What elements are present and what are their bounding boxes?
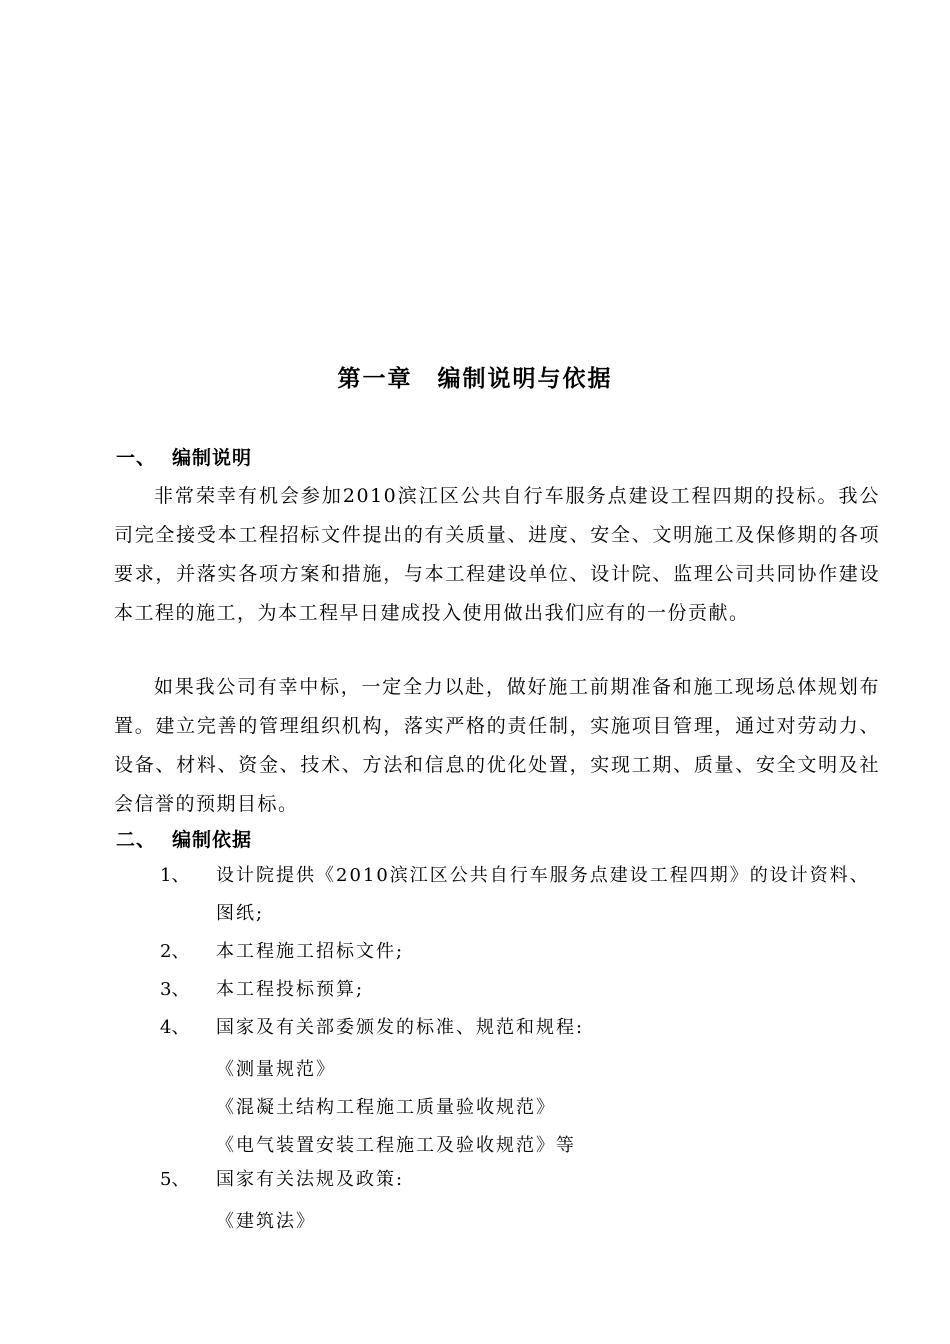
list-item-number: 5、 bbox=[160, 1169, 190, 1190]
section-title: 编制说明 bbox=[172, 447, 253, 469]
list-item-number: 3、 bbox=[160, 979, 190, 1000]
list-item-number: 1、 bbox=[160, 865, 190, 886]
list-item-text: 本工程投标预算; bbox=[216, 979, 365, 1000]
section-number: 二、 bbox=[116, 829, 157, 851]
section-heading-2 bbox=[116, 825, 252, 852]
list-item-number: 4、 bbox=[160, 1017, 190, 1038]
section-heading-1 bbox=[116, 443, 252, 470]
list-item-text: 国家及有关部委颁发的标准、规范和规程: bbox=[216, 1017, 585, 1038]
list-item-text: 国家有关法规及政策: bbox=[216, 1169, 405, 1190]
law-reference: 《建筑法》 bbox=[216, 1211, 316, 1232]
list-item-number: 2、 bbox=[160, 941, 190, 962]
standard-reference: 《电气装置安装工程施工及验收规范》等 bbox=[216, 1135, 576, 1156]
section-title: 编制依据 bbox=[172, 829, 253, 851]
list-item-text: 设计院提供《2010滨江区公共自行车服务点建设工程四期》的设计资料、图纸; bbox=[216, 865, 870, 924]
standard-reference: 《测量规范》 bbox=[216, 1059, 336, 1080]
paragraph: 非常荣幸有机会参加2010滨江区公共自行车服务点建设工程四期的投标。我公司完全接受本工程招标文件提出的有关质量、进度、安全、文明施工及保修期的各项要求，并落实各项方案和措施，与本工程建设单位、设计院、监理公司共同协作建设本工程的施工，为本工程早日建成投入使用做出我们应有的一份贡献。 bbox=[114, 485, 880, 624]
list-item-text: 本工程施工招标文件; bbox=[216, 941, 405, 962]
section-number: 一、 bbox=[116, 447, 157, 469]
paragraph: 如果我公司有幸中标，一定全力以赴，做好施工前期准备和施工现场总体规划布置。建立完善的管理组织机构，落实严格的责任制，实施项目管理，通过对劳动力、设备、材料、资金、技术、方法和信息的优化处置，实现工期、质量、安全文明及社会信誉的预期目标。 bbox=[114, 676, 880, 815]
standard-reference: 《混凝土结构工程施工质量验收规范》 bbox=[216, 1097, 556, 1118]
chapter-title: 第一章 编制说明与依据 bbox=[337, 365, 613, 392]
